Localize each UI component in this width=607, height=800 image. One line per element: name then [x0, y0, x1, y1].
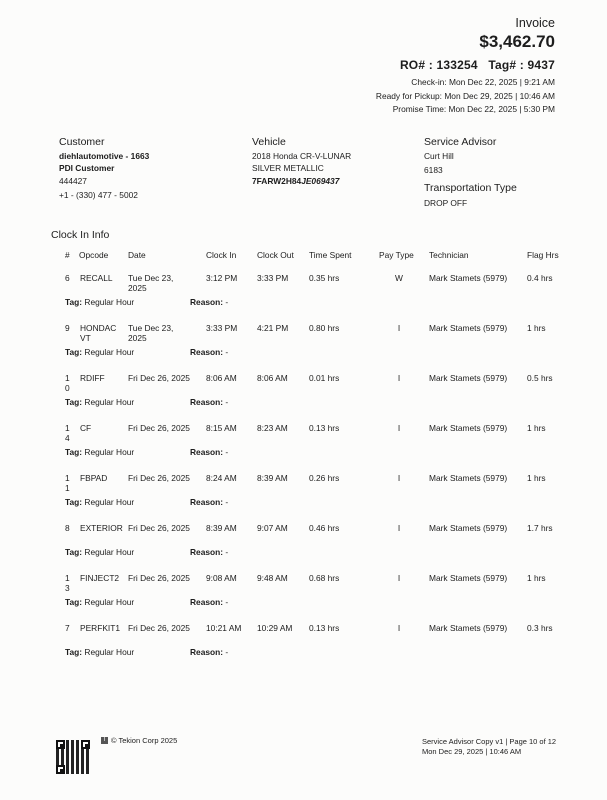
cell-num: 9	[65, 323, 70, 333]
reason-label: Reason:	[190, 497, 224, 507]
row-tag	[65, 297, 134, 307]
qr-finder	[56, 765, 65, 774]
invoice-title: Invoice	[515, 16, 555, 30]
advisor-name: Curt Hill	[424, 151, 454, 161]
col-header-num: #	[65, 250, 70, 260]
cell-num: 14	[65, 423, 70, 443]
cell-clock-in: 8:15 AM	[206, 423, 237, 433]
tag-value: Regular Hour	[84, 647, 135, 657]
cell-flag-hrs: 0.5 hrs	[527, 373, 553, 383]
tag-value: Regular Hour	[84, 597, 135, 607]
customer-title: Customer	[59, 136, 105, 148]
transport-section	[424, 182, 517, 209]
cell-clock-out: 9:07 AM	[257, 523, 288, 533]
customer-section	[59, 136, 149, 201]
cell-flag-hrs: 1.7 hrs	[527, 523, 553, 533]
cell-opcode: CF	[80, 423, 92, 433]
cell-clock-out: 8:06 AM	[257, 373, 288, 383]
cell-technician: Mark Stamets (5979)	[429, 473, 508, 483]
tag-label: Tag:	[65, 297, 83, 307]
tag-label: Tag:	[65, 447, 83, 457]
tag-value: Regular Hour	[84, 547, 135, 557]
advisor-title: Service Advisor	[424, 136, 497, 148]
transport-value: DROP OFF	[424, 198, 468, 208]
cell-time-spent: 0.68 hrs	[309, 573, 340, 583]
row-reason	[190, 297, 228, 307]
cell-date: Fri Dec 26, 2025	[128, 423, 190, 433]
cell-flag-hrs: 1 hrs	[527, 323, 546, 333]
row-reason	[190, 497, 228, 507]
customer-number: 444427	[59, 176, 87, 186]
cell-opcode: RECALL	[80, 273, 113, 283]
promise-time: Promise Time: Mon Dec 22, 2025 | 5:30 PM	[392, 104, 555, 114]
cell-opcode: FINJECT2	[80, 573, 120, 583]
row-reason	[190, 347, 228, 357]
vehicle-title: Vehicle	[252, 136, 286, 148]
cell-date: Fri Dec 26, 2025	[128, 623, 190, 633]
cell-date: Fri Dec 26, 2025	[128, 573, 190, 583]
reason-label: Reason:	[190, 297, 224, 307]
reason-value: -	[225, 447, 229, 457]
col-header-date: Date	[128, 250, 146, 260]
cell-clock-out: 4:21 PM	[257, 323, 289, 333]
cell-clock-out: 8:23 AM	[257, 423, 288, 433]
cell-time-spent: 0.01 hrs	[309, 373, 340, 383]
print-timestamp: Mon Dec 29, 2025 | 10:46 AM	[422, 747, 522, 756]
row-tag	[65, 347, 134, 357]
footer-info	[422, 737, 556, 757]
reason-value: -	[225, 647, 229, 657]
cell-opcode: FBPAD	[80, 473, 108, 483]
vehicle-line-1: 2018 Honda CR-V-LUNAR	[252, 151, 352, 161]
col-header-pay-type: Pay Type	[379, 250, 414, 260]
col-header-opcode: Opcode	[79, 250, 109, 260]
cell-flag-hrs: 1 hrs	[527, 473, 546, 483]
cell-pay-type: I	[397, 373, 401, 383]
cell-technician: Mark Stamets (5979)	[429, 273, 508, 283]
cell-flag-hrs: 1 hrs	[527, 573, 546, 583]
cell-date: Fri Dec 26, 2025	[128, 523, 190, 533]
tag-value: Regular Hour	[84, 397, 135, 407]
cell-date: Tue Dec 23, 2025	[128, 273, 174, 293]
customer-name: diehlautomotive - 1663	[59, 151, 150, 161]
tag-value: Regular Hour	[84, 347, 135, 357]
cell-technician: Mark Stamets (5979)	[429, 373, 508, 383]
copyright: © Tekion Corp 2025	[111, 736, 178, 745]
cell-date: Fri Dec 26, 2025	[128, 373, 190, 383]
customer-type: PDI Customer	[59, 163, 115, 173]
row-tag	[65, 497, 134, 507]
cell-num: 10	[65, 373, 70, 393]
cell-clock-out: 3:33 PM	[257, 273, 289, 283]
cell-clock-in: 3:12 PM	[206, 273, 238, 283]
cell-opcode: RDIFF	[80, 373, 105, 383]
cell-pay-type: I	[397, 523, 401, 533]
cell-time-spent: 0.35 hrs	[309, 273, 340, 283]
cell-technician: Mark Stamets (5979)	[429, 623, 508, 633]
advisor-section	[424, 136, 496, 176]
cell-time-spent: 0.80 hrs	[309, 323, 340, 333]
cell-time-spent: 0.46 hrs	[309, 523, 340, 533]
cell-time-spent: 0.26 hrs	[309, 473, 340, 483]
transport-title: Transportation Type	[424, 182, 517, 194]
cell-pay-type: I	[397, 623, 401, 633]
cell-pay-type: I	[397, 473, 401, 483]
cell-clock-in: 8:24 AM	[206, 473, 237, 483]
vehicle-section	[252, 136, 351, 187]
copy-page-info: Service Advisor Copy v1 | Page 10 of 12	[422, 737, 557, 746]
cell-time-spent: 0.13 hrs	[309, 423, 340, 433]
row-reason	[190, 597, 228, 607]
row-tag	[65, 547, 134, 557]
cell-num: 13	[65, 573, 70, 593]
cell-clock-out: 8:39 AM	[257, 473, 288, 483]
qr-finder	[81, 740, 90, 749]
cell-clock-in: 9:08 AM	[206, 573, 237, 583]
cell-technician: Mark Stamets (5979)	[429, 573, 508, 583]
cell-technician: Mark Stamets (5979)	[429, 323, 508, 333]
reason-label: Reason:	[190, 347, 224, 357]
row-tag	[65, 647, 134, 657]
reason-value: -	[225, 597, 229, 607]
row-tag	[65, 397, 134, 407]
cell-clock-in: 8:06 AM	[206, 373, 237, 383]
tag-value: Regular Hour	[84, 297, 135, 307]
cell-pay-type: I	[397, 323, 401, 333]
cell-clock-out: 9:48 AM	[257, 573, 288, 583]
row-reason	[190, 547, 228, 557]
cell-num: 8	[65, 523, 70, 533]
cell-date: Tue Dec 23, 2025	[128, 323, 174, 343]
customer-phone: +1 - (330) 477 - 5002	[59, 190, 138, 200]
cell-pay-type: I	[397, 573, 401, 583]
cell-pay-type: W	[395, 273, 403, 283]
cell-clock-in: 10:21 AM	[206, 623, 242, 633]
advisor-number: 6183	[424, 165, 443, 175]
reason-label: Reason:	[190, 597, 224, 607]
vehicle-line-2: SILVER METALLIC	[252, 163, 324, 173]
reason-label: Reason:	[190, 447, 224, 457]
tag-label: Tag:	[65, 547, 83, 557]
tag-value: Regular Hour	[84, 497, 135, 507]
tag-label: Tag:	[65, 347, 83, 357]
cell-opcode: EXTERIOR	[80, 523, 123, 533]
reason-label: Reason:	[190, 647, 224, 657]
cell-date: Fri Dec 26, 2025	[128, 473, 190, 483]
cell-flag-hrs: 1 hrs	[527, 423, 546, 433]
cell-clock-in: 3:33 PM	[206, 323, 238, 333]
col-header-clock-out: Clock Out	[257, 250, 294, 260]
col-header-flag-hrs: Flag Hrs	[527, 250, 559, 260]
cell-num: 11	[65, 473, 70, 493]
cell-time-spent: 0.13 hrs	[309, 623, 340, 633]
reason-value: -	[225, 547, 229, 557]
reason-label: Reason:	[190, 397, 224, 407]
cell-flag-hrs: 0.4 hrs	[527, 273, 553, 283]
checkin-time: Check-in: Mon Dec 22, 2025 | 9:21 AM	[411, 77, 555, 87]
row-reason	[190, 447, 228, 457]
invoice-amount: $3,462.70	[479, 32, 555, 51]
cell-technician: Mark Stamets (5979)	[429, 523, 508, 533]
cell-opcode: HONDAC VT	[80, 323, 117, 343]
row-reason	[190, 397, 228, 407]
tag-value: Regular Hour	[84, 447, 135, 457]
tag-label: Tag:	[65, 497, 83, 507]
tag-label: Tag:	[65, 647, 83, 657]
col-header-time-spent: Time Spent	[309, 250, 352, 260]
cell-flag-hrs: 0.3 hrs	[527, 623, 553, 633]
reason-value: -	[225, 397, 229, 407]
row-tag	[65, 447, 134, 457]
cell-num: 6	[65, 273, 70, 283]
ready-for-pickup-time: Ready for Pickup: Mon Dec 29, 2025 | 10:46 AM	[375, 91, 555, 101]
qr-code	[56, 740, 90, 774]
vin-suffix: JE069437	[301, 176, 340, 186]
vin-prefix: 7FARW2H84	[252, 176, 302, 186]
col-header-technician: Technician	[429, 250, 469, 260]
cell-pay-type: I	[397, 423, 401, 433]
cell-clock-in: 8:39 AM	[206, 523, 237, 533]
clock-in-title: Clock In Info	[51, 229, 110, 241]
cell-clock-out: 10:29 AM	[257, 623, 293, 633]
reason-value: -	[225, 347, 229, 357]
reason-label: Reason:	[190, 547, 224, 557]
col-header-clock-in: Clock In	[206, 250, 237, 260]
tekion-logo-icon: T	[102, 737, 107, 743]
tag-label: Tag:	[65, 597, 83, 607]
cell-num: 7	[65, 623, 70, 633]
tag-label: Tag:	[65, 397, 83, 407]
cell-opcode: PERFKIT1	[80, 623, 121, 633]
reason-value: -	[225, 297, 229, 307]
vehicle-vin	[252, 175, 351, 187]
ro-tag-number: RO# : 133254 Tag# : 9437	[399, 58, 555, 72]
reason-value: -	[225, 497, 229, 507]
qr-finder	[56, 740, 65, 749]
cell-technician: Mark Stamets (5979)	[429, 423, 508, 433]
row-tag	[65, 597, 134, 607]
row-reason	[190, 647, 228, 657]
